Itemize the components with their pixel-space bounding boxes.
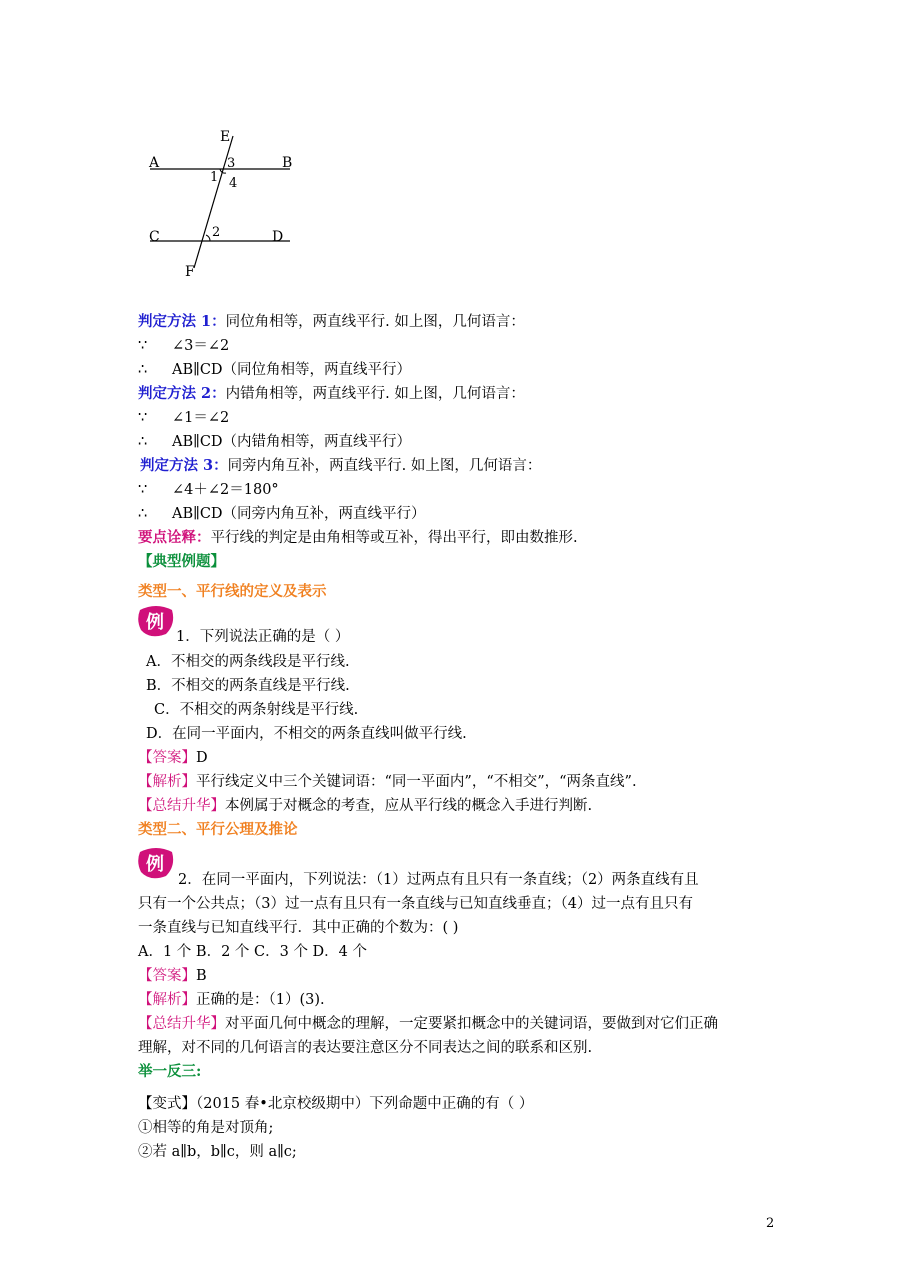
label-a: A xyxy=(149,155,160,171)
label-d: D xyxy=(272,229,284,245)
answer-label: 【答案】 xyxy=(138,968,196,984)
parallel-lines-figure xyxy=(140,124,310,284)
type2-summary-line-1 xyxy=(138,1014,718,1034)
practice-item-1: ①相等的角是对顶角; xyxy=(138,1120,274,1136)
key-point-title: 要点诠释： xyxy=(138,529,211,546)
method2-line xyxy=(138,384,525,404)
type1-option-c: C．不相交的两条射线是平行线. xyxy=(154,702,359,718)
examples-heading: 【典型例题】 xyxy=(138,553,225,570)
method3-line xyxy=(140,456,541,476)
summary-label: 【总结升华】 xyxy=(138,1016,225,1032)
label-f: F xyxy=(185,264,195,280)
label-e: E xyxy=(220,129,231,145)
type2-analysis: 正确的是：（1）(3). xyxy=(196,992,325,1008)
because-symbol: ∵ xyxy=(138,482,148,498)
label-3: 3 xyxy=(227,156,236,171)
method3-text: 同旁内角互补，两直线平行. 如上图，几何语言： xyxy=(227,458,542,474)
method2-because: ∠1＝∠2 xyxy=(172,410,230,426)
label-1: 1 xyxy=(210,170,219,185)
summary-label: 【总结升华】 xyxy=(138,798,225,814)
label-b: B xyxy=(282,155,293,171)
variant-text: （2015 春•北京校级期中）下列命题中正确的有（ ） xyxy=(196,1096,534,1112)
type2-question-line-2: 只有一个公共点；（3）过一点有且只有一条直线与已知直线垂直；（4）过一点有且只有 xyxy=(138,896,693,912)
method1-title: 判定方法 1： xyxy=(138,313,226,330)
variant-label: 【变式】 xyxy=(138,1096,196,1112)
type1-option-d: D．在同一平面内，不相交的两条直线叫做平行线. xyxy=(146,726,467,742)
because-symbol: ∵ xyxy=(138,410,148,426)
type2-analysis-line xyxy=(138,990,325,1010)
method2-text: 内错角相等，两直线平行. 如上图，几何语言： xyxy=(225,386,525,402)
label-4: 4 xyxy=(229,176,238,191)
method1-text: 同位角相等，两直线平行. 如上图，几何语言： xyxy=(225,314,525,330)
type1-option-b: B．不相交的两条直线是平行线. xyxy=(146,678,350,694)
variant-line xyxy=(138,1094,533,1114)
type1-answer-line xyxy=(138,748,208,768)
example-badge-text: 例 xyxy=(146,854,164,875)
label-2: 2 xyxy=(212,225,221,240)
type1-option-a: A．不相交的两条线段是平行线. xyxy=(146,654,350,670)
angle-arc-2 xyxy=(206,235,210,241)
type2-summary-line-2: 理解，对不同的几何语言的表达要注意区分不同表达之间的联系和区别. xyxy=(138,1040,593,1056)
type1-heading: 类型一、平行线的定义及表示 xyxy=(138,583,327,600)
example-badge-text: 例 xyxy=(146,612,164,633)
method1-therefore: AB∥CD（同位角相等，两直线平行） xyxy=(172,362,412,378)
type2-question-line-3: 一条直线与已知直线平行．其中正确的个数为：( ) xyxy=(138,920,459,936)
practice-item-2: ②若 a∥b，b∥c，则 a∥c; xyxy=(138,1144,297,1160)
type1-summary: 本例属于对概念的考查，应从平行线的概念入手进行判断. xyxy=(225,798,593,814)
type1-analysis: 平行线定义中三个关键词语：“同一平面内”，“不相交”，“两条直线”. xyxy=(196,774,637,790)
method1-therefore-line xyxy=(138,360,411,380)
type2-question-line-1: 2．在同一平面内，下列说法：（1）过两点有且只有一条直线；（2）两条直线有且 xyxy=(178,872,699,888)
type2-answer: B xyxy=(196,968,207,984)
method3-therefore: AB∥CD（同旁内角互补，两直线平行） xyxy=(172,506,426,522)
method2-title: 判定方法 2： xyxy=(138,385,226,402)
key-point-line xyxy=(138,528,578,548)
type1-summary-line xyxy=(138,796,592,816)
example-badge-icon xyxy=(136,846,176,880)
type2-options: A．1 个 B．2 个 C．3 个 D．4 个 xyxy=(138,944,368,960)
analysis-label: 【解析】 xyxy=(138,774,196,790)
label-c: C xyxy=(149,229,160,245)
page-number: 2 xyxy=(766,1216,775,1231)
because-symbol: ∵ xyxy=(138,338,148,354)
type2-summary-1: 对平面几何中概念的理解，一定要紧扣概念中的关键词语，要做到对它们正确 xyxy=(225,1016,718,1032)
method2-therefore: AB∥CD（内错角相等，两直线平行） xyxy=(172,434,412,450)
method3-because-line xyxy=(138,480,279,500)
method1-because: ∠3＝∠2 xyxy=(172,338,230,354)
method3-title: 判定方法 3： xyxy=(140,457,228,474)
type1-answer: D xyxy=(196,750,208,766)
therefore-symbol: ∴ xyxy=(138,362,148,378)
type1-question: 1．下列说法正确的是（ ） xyxy=(176,629,350,645)
answer-label: 【答案】 xyxy=(138,750,196,766)
method1-because-line xyxy=(138,336,229,356)
method1-line xyxy=(138,312,525,332)
type2-answer-line xyxy=(138,966,207,986)
method3-therefore-line xyxy=(138,504,426,524)
therefore-symbol: ∴ xyxy=(138,506,148,522)
type2-heading: 类型二、平行公理及推论 xyxy=(138,821,298,838)
example-badge-icon xyxy=(136,604,176,638)
method3-because: ∠4＋∠2＝180° xyxy=(172,482,279,498)
key-point-text: 平行线的判定是由角相等或互补，得出平行，即由数推形. xyxy=(210,530,578,546)
method2-therefore-line xyxy=(138,432,411,452)
type1-analysis-line xyxy=(138,772,637,792)
practice-heading: 举一反三: xyxy=(138,1063,202,1080)
method2-because-line xyxy=(138,408,229,428)
therefore-symbol: ∴ xyxy=(138,434,148,450)
analysis-label: 【解析】 xyxy=(138,992,196,1008)
